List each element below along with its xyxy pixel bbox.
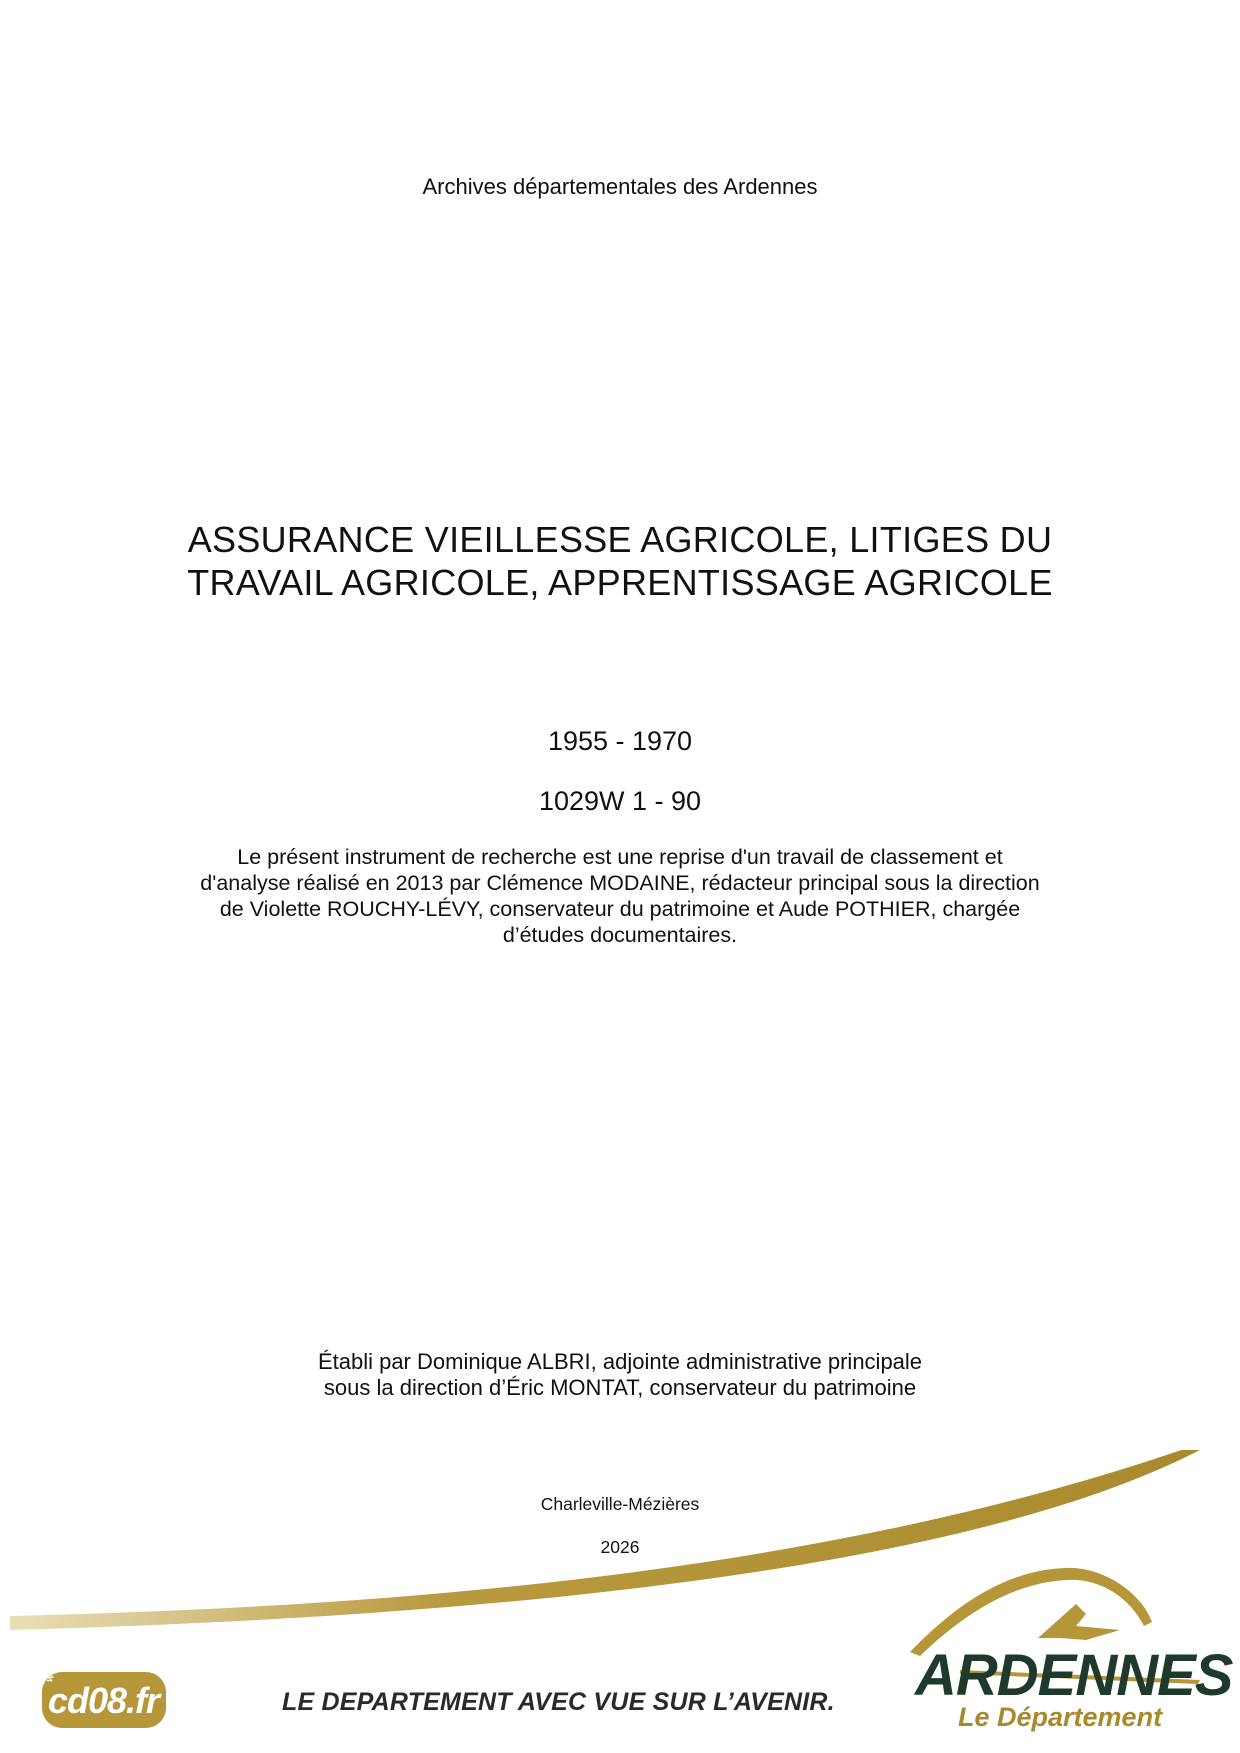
author-line-1: Établi par Dominique ALBRI, adjointe administrative principale (317, 1349, 923, 1374)
title-line-2: TRAVAIL AGRICOLE, APPRENTISSAGE AGRICOLE (187, 562, 1053, 603)
title-line-1: ASSURANCE VIEILLESSE AGRICOLE, LITIGES DU (187, 519, 1053, 560)
ardennes-logo-subtitle: Le Département (958, 1702, 1163, 1732)
intro-line-4: d’études documentaires. (502, 923, 738, 947)
cd08-logo-text: cd08.fr (48, 1680, 160, 1721)
intro-line-1: Le présent instrument de recherche est une reprise d'un travail de classement et (237, 845, 1003, 869)
intro-paragraph (160, 844, 1080, 948)
institution-header: Archives départementales des Ardennes (422, 174, 818, 199)
author-line-2: sous la direction d’Éric MONTAT, conservateur du patrimoine (323, 1375, 917, 1400)
cd08-logo-www-text: www. (44, 1655, 64, 1684)
footer-slogan: LE DEPARTEMENT AVEC VUE SUR L’AVENIR. (282, 1688, 835, 1716)
date-range: 1955 - 1970 (547, 726, 693, 756)
archive-reference: 1029W 1 - 90 (538, 786, 702, 816)
author-block (200, 1349, 1040, 1401)
intro-line-2: d'analyse réalisé en 2013 par Clémence MODAINE, rédacteur principal sous la direction (200, 871, 1040, 895)
year: 2026 (600, 1537, 640, 1557)
place: Charleville-Mézières (540, 1494, 700, 1514)
document-title (140, 518, 1100, 604)
intro-line-3: de Violette ROUCHY-LÉVY, conservateur du patrimoine et Aude POTHIER, chargée (219, 897, 1021, 921)
ardennes-logo-word: ARDENNES (915, 1643, 1233, 1708)
